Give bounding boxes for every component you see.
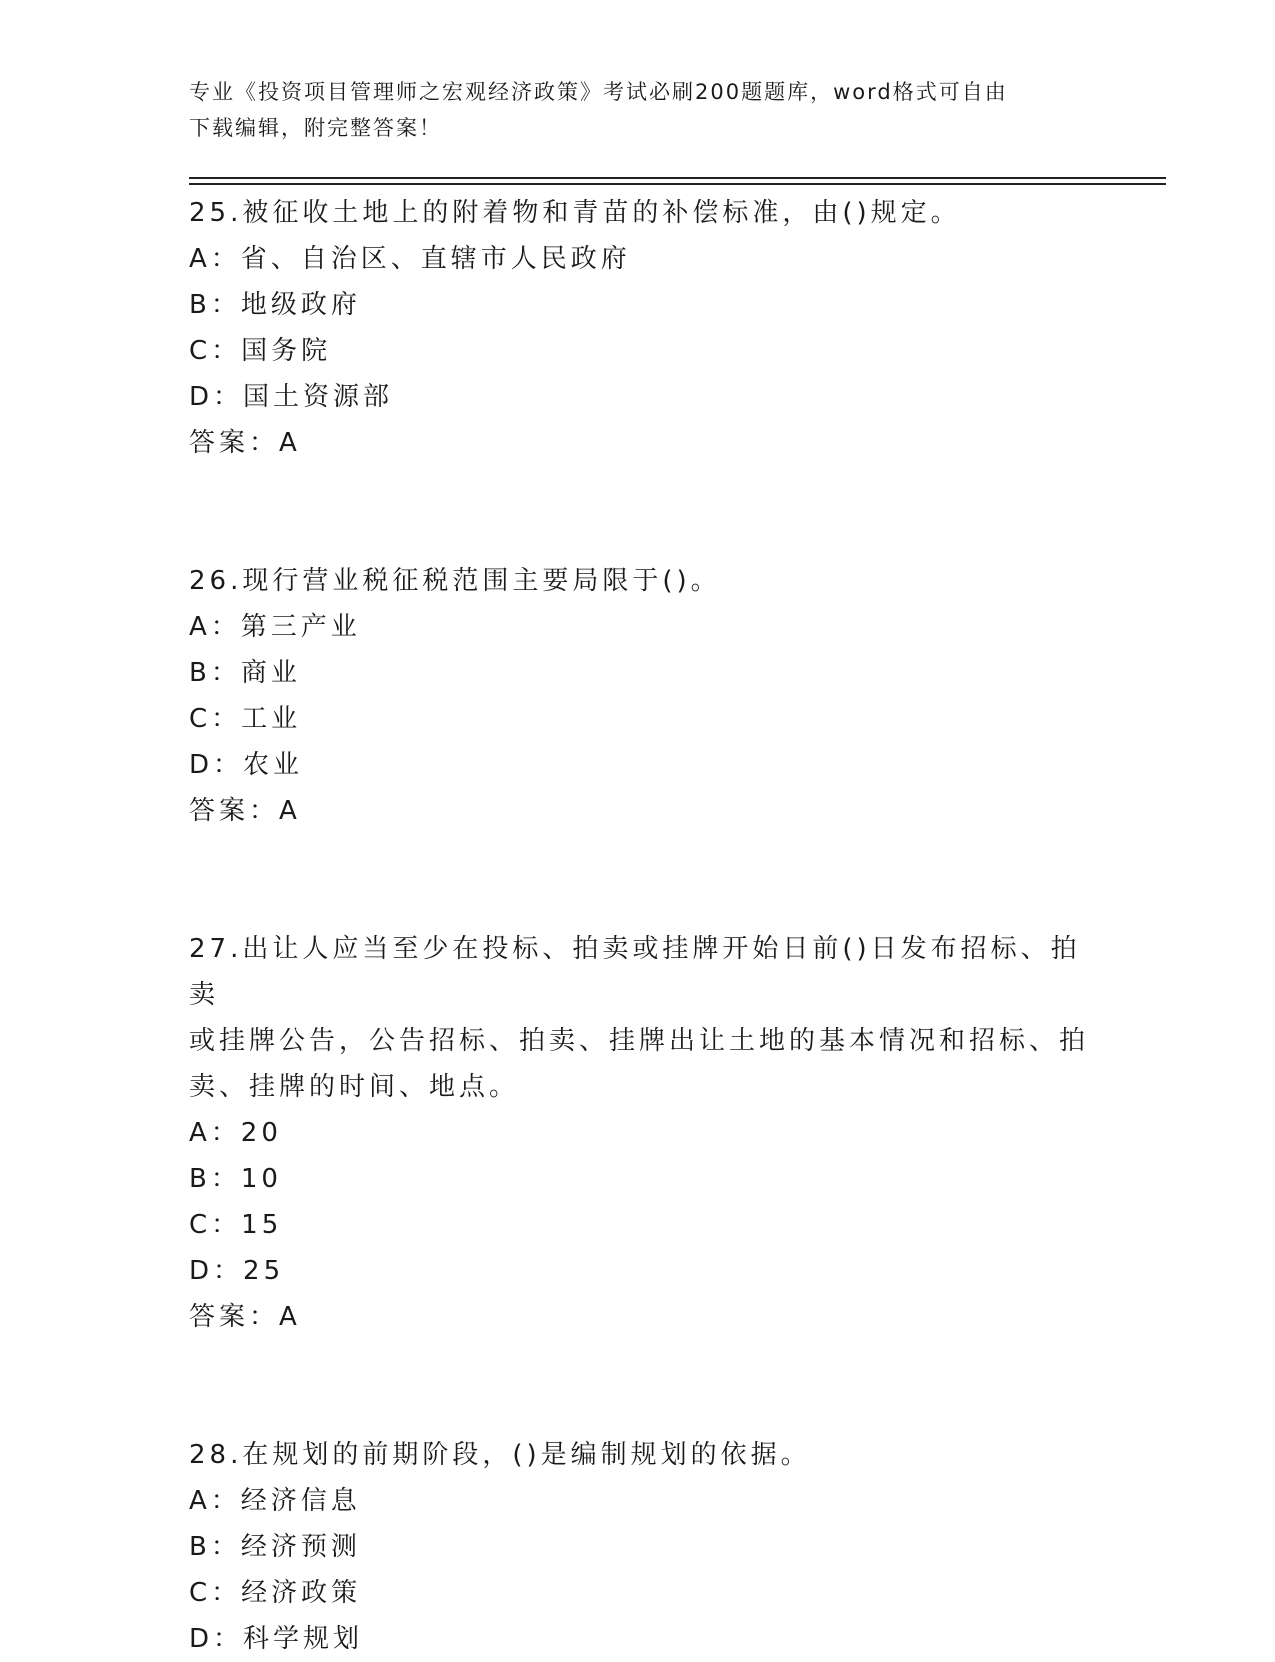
question-stem: 25.被征收土地上的附着物和青苗的补偿标准，由()规定。: [189, 198, 961, 228]
option-d: D：科学规划: [189, 1624, 364, 1654]
option-b: B：地级政府: [189, 290, 361, 320]
option-c: C：工业: [189, 704, 302, 734]
question-stem-line-2: 或挂牌公告，公告招标、拍卖、挂牌出让土地的基本情况和招标、拍: [189, 1026, 1090, 1056]
option-a: A：第三产业: [189, 612, 361, 642]
option-d: D：国土资源部: [189, 382, 394, 412]
question-27: [189, 926, 1089, 1340]
question-28: [189, 1432, 1089, 1662]
question-stem-line-3: 卖、挂牌的时间、地点。: [189, 1072, 520, 1102]
question-26: [189, 558, 1089, 834]
question-stem: 28.在规划的前期阶段，()是编制规划的依据。: [189, 1440, 811, 1470]
question-list: [189, 190, 1089, 1662]
question-stem: 26.现行营业税征税范围主要局限于()。: [189, 566, 721, 596]
option-a: A：20: [189, 1118, 282, 1148]
answer: 答案：A: [189, 796, 301, 826]
header-rule-bottom: [189, 183, 1166, 185]
header-line-2: 下载编辑，附完整答案！: [189, 116, 442, 140]
document-header: [189, 74, 1089, 146]
question-spacer: [189, 834, 1089, 926]
option-d: D：农业: [189, 750, 304, 780]
option-a: A：经济信息: [189, 1486, 361, 1516]
question-spacer: [189, 1340, 1089, 1432]
header-rule-top: [189, 177, 1166, 179]
option-b: B：商业: [189, 658, 301, 688]
answer: 答案：A: [189, 428, 301, 458]
option-c: C：15: [189, 1210, 283, 1240]
option-c: C：经济政策: [189, 1578, 362, 1608]
question-stem-line-1: 27.出让人应当至少在投标、拍卖或挂牌开始日前()日发布招标、拍卖: [189, 934, 1081, 1010]
option-a: A：省、自治区、直辖市人民政府: [189, 244, 631, 274]
option-c: C：国务院: [189, 336, 332, 366]
option-b: B：经济预测: [189, 1532, 361, 1562]
option-d: D：25: [189, 1256, 285, 1286]
answer: 答案：A: [189, 1302, 301, 1332]
option-b: B：10: [189, 1164, 282, 1194]
question-spacer: [189, 466, 1089, 558]
header-line-1: 专业《投资项目管理师之宏观经济政策》考试必刷200题题库，word格式可自由: [189, 80, 1008, 104]
question-25: [189, 190, 1089, 466]
